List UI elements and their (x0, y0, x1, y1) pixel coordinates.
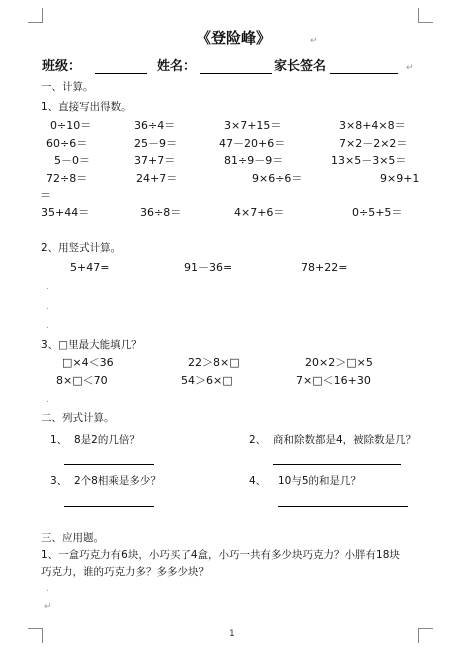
crop-mark-bottom-right (418, 628, 433, 643)
word-problem-number: 3、 (50, 475, 68, 487)
word-problem-text: 8是2的几倍？ (74, 434, 140, 446)
calc-item: 72÷8＝ (46, 172, 88, 185)
vertical-calc-item: 5+47= (70, 261, 110, 274)
calc-item: 47－20+6＝ (219, 137, 286, 150)
word-problem-number: 1、 (50, 434, 68, 446)
q1-heading: 1、直接写出得数。 (41, 101, 132, 113)
fill-box-item: 8×□＜70 (56, 374, 108, 387)
paragraph-mark: ↵ (310, 36, 318, 46)
fill-box-item: 7×□＜16+30 (296, 374, 371, 387)
parent-sign-label: 家长签名 (274, 59, 327, 74)
paragraph-mark: . (46, 321, 49, 331)
answer-line[interactable] (64, 464, 154, 465)
application-problem-line: 1、一盒巧克力有6块，小巧买了4盒，小巧一共有多少块巧克力？小胖有18块 (41, 549, 400, 561)
calc-item: 5－0＝ (54, 154, 90, 167)
word-problem-text: 商和除数都是4，被除数是几？ (273, 434, 417, 446)
crop-mark-top-right (418, 8, 433, 23)
page-title: 《登险峰》 (196, 29, 272, 47)
calc-item: 60÷6＝ (46, 137, 88, 150)
calc-item: 25－9＝ (134, 137, 177, 150)
calc-item: 37+7＝ (134, 154, 176, 167)
answer-line[interactable] (64, 506, 154, 507)
fill-box-item: 20×2＞□×5 (305, 356, 373, 369)
calc-item: 24+7＝ (136, 172, 178, 185)
paragraph-mark: ↵ (44, 602, 52, 612)
word-problem-text: 2个8相乘是多少？ (74, 475, 161, 487)
calc-item: 36÷4＝ (134, 119, 176, 132)
section3-heading: 三、应用题。 (41, 532, 104, 544)
word-problem-number: 4、 (249, 475, 267, 487)
calc-item: 36÷8＝ (140, 206, 182, 219)
word-problem-text: 10与5的和是几？ (278, 475, 362, 487)
calc-item: 9×9+1 (380, 172, 420, 185)
calc-item: 0÷10＝ (50, 119, 92, 132)
name-label: 姓名： (157, 59, 197, 74)
calc-item: 0÷5+5＝ (352, 206, 403, 219)
calc-item: 4×7+6＝ (234, 206, 285, 219)
crop-mark-bottom-left (28, 628, 43, 643)
class-label: 班级： (42, 59, 82, 74)
answer-line[interactable] (273, 464, 401, 465)
vertical-calc-item: 78+22= (301, 261, 348, 274)
application-problem-line: 巧克力，谁的巧克力多？多多少块？ (41, 566, 209, 578)
name-field[interactable] (200, 73, 272, 74)
page-number: 1 (229, 629, 235, 639)
calc-item: 35+44＝ (41, 206, 90, 219)
fill-box-item: 54＞6×□ (181, 374, 233, 387)
parent-sign-field[interactable] (330, 73, 398, 74)
wrapped-equals: ＝ (40, 189, 51, 202)
section1-heading: 一、计算。 (41, 81, 94, 93)
calc-item: 13×5－3×5＝ (331, 154, 407, 167)
calc-item: 81÷9－9＝ (224, 154, 284, 167)
answer-line[interactable] (278, 506, 408, 507)
fill-box-item: 22＞8×□ (188, 356, 240, 369)
paragraph-mark: ↵ (406, 63, 414, 73)
calc-item: 3×7+15＝ (224, 119, 282, 132)
calc-item: 9×6÷6＝ (252, 172, 303, 185)
section2-heading: 二、列式计算。 (41, 412, 115, 424)
calc-item: 3×8+4×8＝ (339, 119, 406, 132)
crop-mark-top-left (28, 8, 43, 23)
paragraph-mark: . (46, 282, 49, 292)
paragraph-mark: . (46, 302, 49, 312)
q2-heading: 2、用竖式计算。 (41, 242, 122, 254)
paragraph-mark: . (46, 395, 49, 405)
class-field[interactable] (95, 73, 147, 74)
q3-heading: 3、□里最大能填几？ (41, 339, 142, 351)
fill-box-item: □×4＜36 (62, 356, 114, 369)
word-problem-number: 2、 (249, 434, 267, 446)
vertical-calc-item: 91－36= (184, 261, 233, 274)
calc-item: 7×2－2×2＝ (339, 137, 408, 150)
paragraph-mark: . (46, 584, 49, 594)
